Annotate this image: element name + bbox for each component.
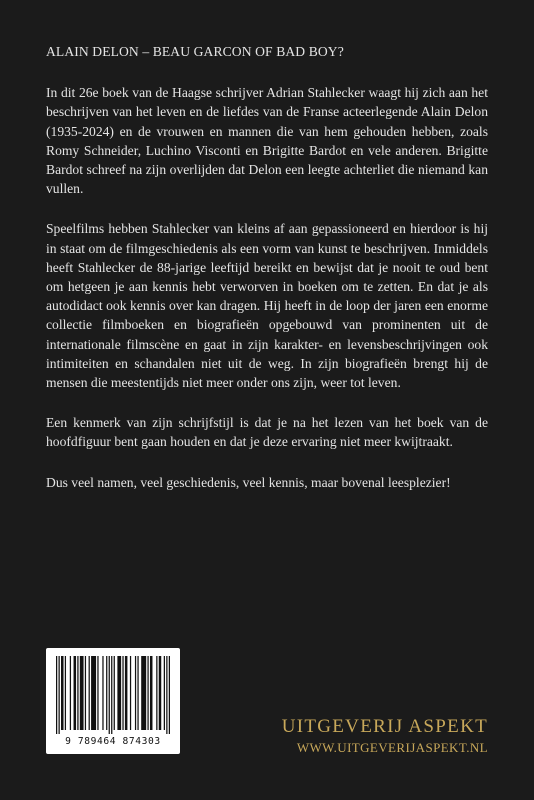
barcode-bar	[65, 656, 66, 730]
blurb-text	[46, 42, 488, 513]
blurb-paragraph-3: Een kenmerk van zijn schrijfstijl is dat je na het lezen van het boek van de hoofdfiguur bent gaan houden en dat je deze ervaring niet meer kwijtraakt.	[46, 415, 488, 450]
barcode-bar	[135, 656, 136, 730]
barcode-bar	[159, 656, 162, 730]
barcode-bar	[91, 656, 96, 730]
publisher-block	[282, 716, 488, 756]
barcode-bar	[70, 656, 71, 730]
barcode-bar	[156, 656, 157, 730]
barcode-bar	[125, 656, 128, 730]
barcode-bar	[97, 656, 98, 730]
barcode-bar	[59, 656, 60, 734]
barcode-bar	[61, 656, 64, 730]
barcode-bar	[56, 656, 57, 734]
barcode-bar	[77, 656, 78, 730]
barcode-bar	[114, 656, 115, 730]
barcode-bar	[137, 656, 138, 730]
barcode-bar	[130, 656, 131, 730]
barcode-bar	[102, 656, 103, 730]
barcode-bar	[74, 656, 77, 730]
blurb-paragraph-2: Speelfilms hebben Stahlecker van kleins af aan gepassioneerd en hierdoor is hij in staat om de filmgeschiedenis als een vorm van kunst te beschrijven. Inmiddels heeft Stahlecker de 88-jarige leeftijd bereikt en bewijst dat je nooit te oud bent om hetgeen je aan kennis hebt verworven in boeken om te zetten. En dat je als autodidact ook kennis over kan dragen. Hij heeft in de loop der jaren een enorme collectie filmboeken en biografieën opgebouwd van prominenten uit de internationale filmscène en gaat in zijn karakter- en levensbeschrijvingen ook intimiteiten en schandalen niet uit de weg. In zijn biografieën brengt hij de mensen die meestentijds niet meer onder ons zijn, weer tot leven.	[46, 221, 488, 391]
barcode-bar	[164, 656, 165, 730]
barcode-bar	[85, 656, 86, 730]
barcode-bar	[141, 656, 146, 730]
barcode-bar	[169, 656, 170, 734]
barcode-bar	[111, 656, 112, 734]
barcode-bars	[56, 656, 170, 734]
blurb-paragraph-1: In dit 26e boek van de Haagse schrijver Adrian Stahlecker waagt hij zich aan het beschrijven van het leven en de liefdes van de Franse acteerlegende Alain Delon (1935-2024) en de vrouwen en mannen die van hem gehouden hebben, zoals Romy Schneider, Luchino Visconti en Brigitte Bardot en vele anderen. Brigitte Bardot schreef na zijn overlijden dat Delon een leegte achterliet die niemand kan vullen.	[46, 85, 488, 197]
barcode-bar	[109, 656, 110, 734]
barcode-bar	[147, 656, 148, 730]
publisher-name: UITGEVERIJ ASPEKT	[281, 716, 488, 737]
barcode-bar	[89, 656, 90, 730]
barcode-bar	[150, 656, 153, 730]
barcode-bar	[80, 656, 84, 730]
barcode-bar	[106, 656, 107, 730]
book-title: ALAIN DELON – BEAU GARCON OF BAD BOY?	[46, 44, 344, 59]
barcode-bar	[166, 656, 167, 734]
barcode-bar	[122, 656, 123, 730]
barcode-bar	[117, 656, 121, 730]
isbn-number: 9 789464 874303	[65, 736, 161, 747]
publisher-url: WWW.UITGEVERIJASPEKT.NL	[296, 740, 488, 755]
isbn-barcode	[46, 648, 180, 754]
blurb-paragraph-4: Dus veel namen, veel geschiedenis, veel kennis, maar bovenal leesplezier!	[46, 474, 451, 490]
